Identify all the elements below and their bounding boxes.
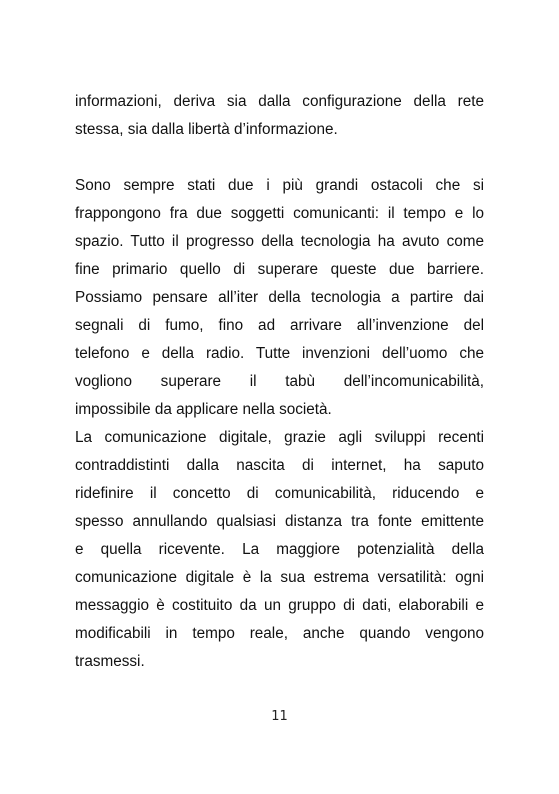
text-line: Possiamo pensare all’iter della tecnologia a partire dai <box>75 289 484 306</box>
text-line: vogliono superare il tabù dell’incomunicabilità, <box>75 373 484 390</box>
text-line: impossibile da applicare nella società. <box>75 401 332 418</box>
text-line: e quella ricevente. La maggiore potenzialità della <box>75 541 484 558</box>
text-line: contraddistinti dalla nascita di internet, ha saputo <box>75 457 484 474</box>
text-line: modificabili in tempo reale, anche quando vengono <box>75 625 484 642</box>
text-line: comunicazione digitale è la sua estrema versatilità: ogni <box>75 569 484 586</box>
text-line: ridefinire il concetto di comunicabilità, riducendo e <box>75 485 484 502</box>
text-line: fine primario quello di superare queste due barriere. <box>75 261 484 278</box>
text-line: La comunicazione digitale, grazie agli sviluppi recenti <box>75 429 484 446</box>
text-line: informazioni, deriva sia dalla configurazione della rete <box>75 93 484 110</box>
text-line: telefono e della radio. Tutte invenzioni dell’uomo che <box>75 345 484 362</box>
page-number: 11 <box>271 709 288 724</box>
text-line: segnali di fumo, fino ad arrivare all’invenzione del <box>75 317 484 334</box>
text-line: spesso annullando qualsiasi distanza tra fonte emittente <box>75 513 484 530</box>
text-line: spazio. Tutto il progresso della tecnologia ha avuto come <box>75 233 484 250</box>
text-line: messaggio è costituito da un gruppo di dati, elaborabili e <box>75 597 484 614</box>
text-line: Sono sempre stati due i più grandi ostacoli che si <box>75 177 484 194</box>
text-line: trasmessi. <box>75 653 145 670</box>
text-line: frappongono fra due soggetti comunicanti: il tempo e lo <box>75 205 484 222</box>
text-line: stessa, sia dalla libertà d’informazione. <box>75 121 338 138</box>
